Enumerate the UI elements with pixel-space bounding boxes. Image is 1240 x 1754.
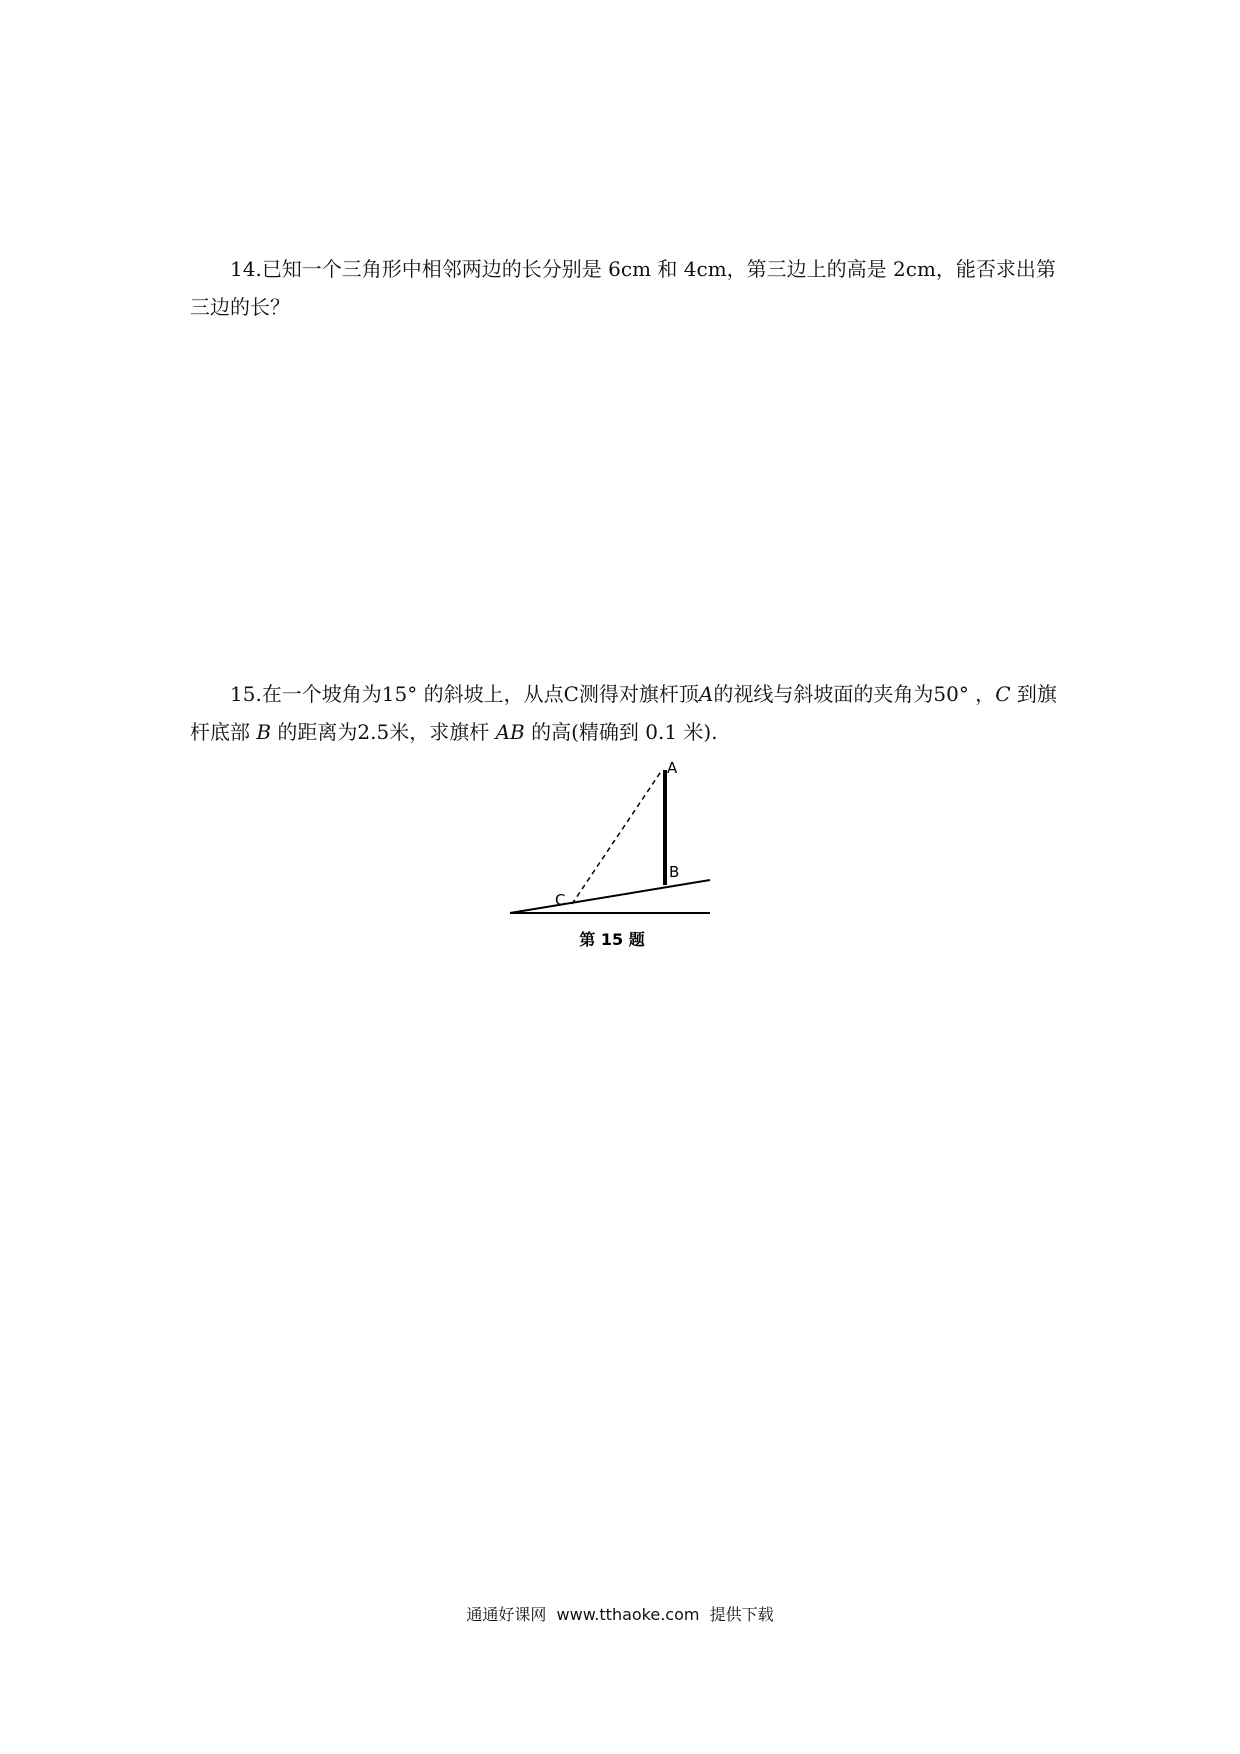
question-14 xyxy=(190,250,1060,326)
label-a: A xyxy=(667,759,678,777)
point-b-variable: B xyxy=(256,720,272,744)
point-a-variable: A xyxy=(698,682,714,706)
label-c: C xyxy=(555,891,566,909)
question-14-number: 14. xyxy=(230,257,262,281)
sight-line-ca xyxy=(572,770,662,904)
footer-credit: 通通好课网 www.tthaoke.com 提供下载 xyxy=(466,1605,774,1624)
label-b: B xyxy=(669,863,680,881)
question-15-text-1: 在一个坡角为15° 的斜坡上，从点C测得对旗杆顶 xyxy=(261,682,699,706)
flagpole-figure xyxy=(505,755,720,955)
question-15-text-4: 的距离为2.5米，求旗杆 xyxy=(271,720,496,744)
question-15-number: 15. xyxy=(230,682,262,706)
question-15-text-2: 的视线与斜坡面的夹角为50° ， xyxy=(713,682,996,706)
slope-line xyxy=(510,880,710,913)
flagpole-diagram xyxy=(505,755,720,955)
question-15-text-3: 到旗杆底部 xyxy=(190,682,1057,744)
question-14-text: 已知一个三角形中相邻两边的长分别是 6cm 和 4cm，第三边上的高是 2cm，能否求出第三边的长？ xyxy=(190,257,1056,319)
question-15 xyxy=(190,675,1060,751)
segment-ab-variable: AB xyxy=(495,720,525,744)
question-15-text-5: 的高(精确到 0.1 米). xyxy=(524,720,718,744)
point-c-variable: C xyxy=(995,682,1011,706)
figure-caption: 第 15 题 xyxy=(579,930,645,949)
